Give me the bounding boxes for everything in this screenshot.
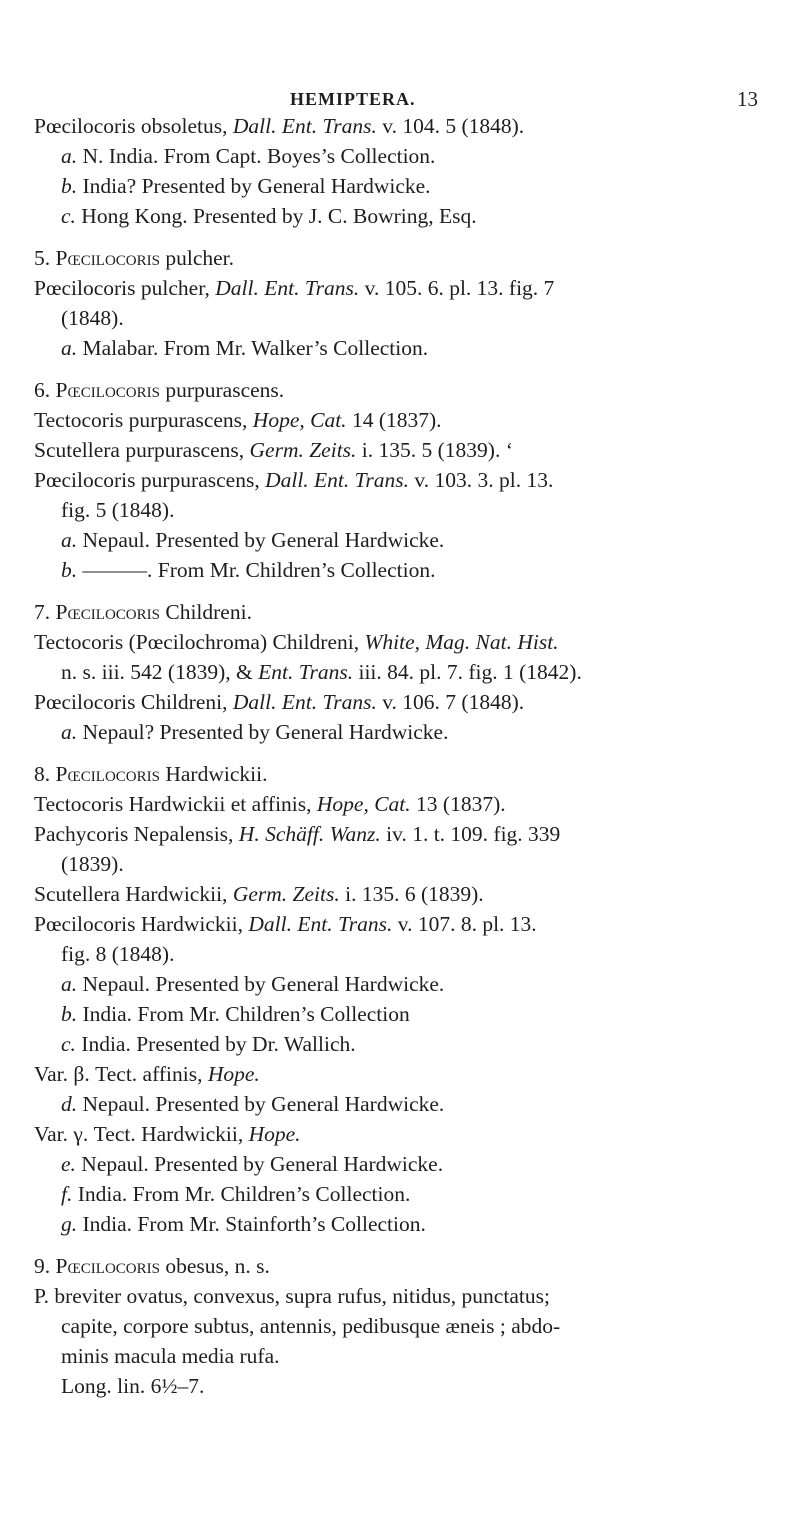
synonym-continuation: (1839).	[61, 852, 124, 876]
synonym-line: Pœcilocoris pulcher, Dall. Ent. Trans. v. 105. 6. pl. 13. fig. 7	[34, 276, 555, 300]
specimen-line: c. India. Presented by Dr. Wallich.	[61, 1032, 356, 1056]
specimen-line: b. ———. From Mr. Children’s Collection.	[61, 558, 436, 582]
specimen-line: d. Nepaul. Presented by General Hardwicke.	[61, 1092, 445, 1116]
synonym-continuation: (1848).	[61, 306, 124, 330]
synonym-line: Scutellera purpurascens, Germ. Zeits. i. 135. 5 (1839). ‘	[34, 438, 513, 462]
synonym-line: Pœcilocoris Childreni, Dall. Ent. Trans. v. 106. 7 (1848).	[34, 690, 525, 714]
description-line: capite, corpore subtus, antennis, pedibusque æneis ; abdo-	[61, 1314, 561, 1338]
specimen-line: a. Nepaul. Presented by General Hardwicke.	[61, 972, 445, 996]
synonym-continuation: fig. 5 (1848).	[61, 498, 175, 522]
specimen-line: b. India? Presented by General Hardwicke.	[61, 174, 431, 198]
description-line: P. breviter ovatus, convexus, supra rufus, nitidus, punctatus;	[34, 1284, 550, 1308]
page-body	[34, 111, 774, 1401]
synonym-continuation: fig. 8 (1848).	[61, 942, 175, 966]
specimen-line: e. Nepaul. Presented by General Hardwicke.	[61, 1152, 444, 1176]
synonym-line: Tectocoris Hardwickii et affinis, Hope, Cat. 13 (1837).	[34, 792, 506, 816]
species-heading: 6. Pœcilocoris purpurascens.	[34, 378, 285, 402]
specimen-line: a. Malabar. From Mr. Walker’s Collection.	[61, 336, 429, 360]
page-number: 13	[737, 87, 758, 111]
synonym-line: Pœcilocoris obsoletus, Dall. Ent. Trans. v. 104. 5 (1848).	[34, 114, 525, 138]
synonym-line: Scutellera Hardwickii, Germ. Zeits. i. 135. 6 (1839).	[34, 882, 484, 906]
synonym-line: Pœcilocoris purpurascens, Dall. Ent. Trans. v. 103. 3. pl. 13.	[34, 468, 554, 492]
synonym-continuation: n. s. iii. 542 (1839), & Ent. Trans. iii. 84. pl. 7. fig. 1 (1842).	[61, 660, 582, 684]
species-heading: 8. Pœcilocoris Hardwickii.	[34, 762, 268, 786]
variety-line: Var. γ. Tect. Hardwickii, Hope.	[34, 1122, 301, 1146]
synonym-line: Tectocoris purpurascens, Hope, Cat. 14 (1837).	[34, 408, 442, 432]
synonym-line: Tectocoris (Pœcilochroma) Childreni, White, Mag. Nat. Hist.	[34, 630, 559, 654]
species-heading: 5. Pœcilocoris pulcher.	[34, 246, 235, 270]
synonym-line: Pœcilocoris Hardwickii, Dall. Ent. Trans. v. 107. 8. pl. 13.	[34, 912, 537, 936]
measurement-line: Long. lin. 6½–7.	[61, 1374, 205, 1398]
page-header	[0, 84, 800, 112]
description-line: minis macula media rufa.	[61, 1344, 280, 1368]
species-heading: 7. Pœcilocoris Childreni.	[34, 600, 252, 624]
species-heading: 9. Pœcilocoris obesus, n. s.	[34, 1254, 270, 1278]
specimen-line: a. Nepaul. Presented by General Hardwicke.	[61, 528, 445, 552]
running-head: HEMIPTERA.	[290, 89, 416, 109]
specimen-line: a. N. India. From Capt. Boyes’s Collection.	[61, 144, 436, 168]
specimen-line: c. Hong Kong. Presented by J. C. Bowring, Esq.	[61, 204, 477, 228]
specimen-line: b. India. From Mr. Children’s Collection	[61, 1002, 410, 1026]
specimen-line: f. India. From Mr. Children’s Collection.	[61, 1182, 411, 1206]
specimen-line: g. India. From Mr. Stainforth’s Collection.	[61, 1212, 426, 1236]
specimen-line: a. Nepaul? Presented by General Hardwicke.	[61, 720, 449, 744]
synonym-line: Pachycoris Nepalensis, H. Schäff. Wanz. iv. 1. t. 109. fig. 339	[34, 822, 561, 846]
variety-line: Var. β. Tect. affinis, Hope.	[34, 1062, 260, 1086]
